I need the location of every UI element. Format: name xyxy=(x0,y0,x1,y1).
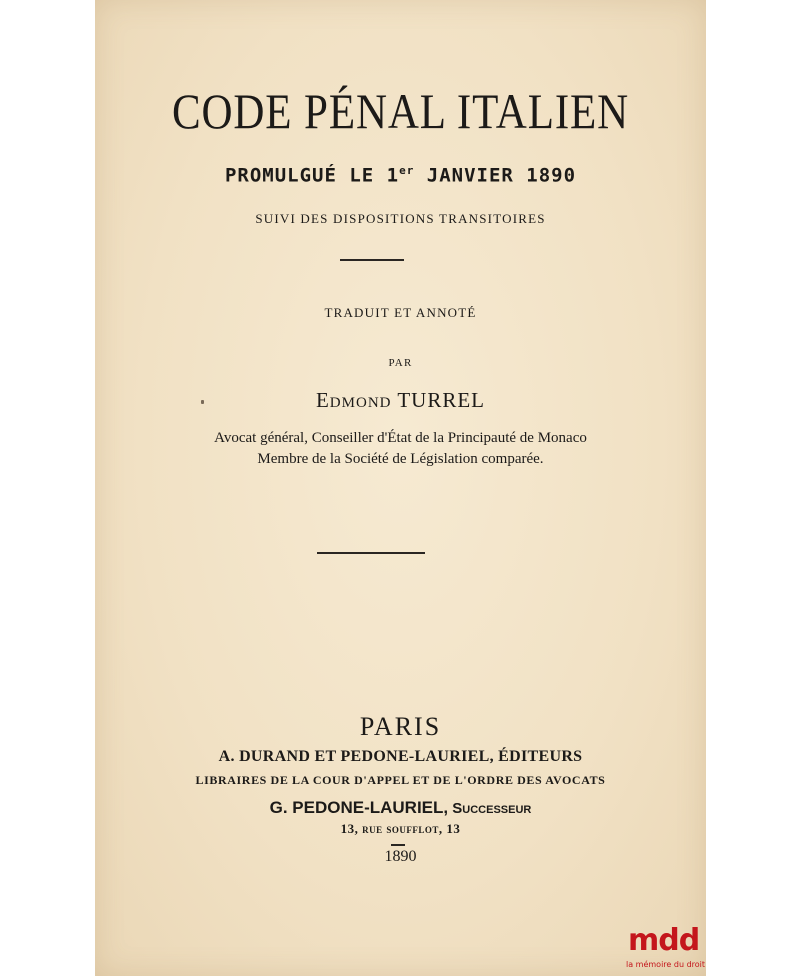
publisher-line: A. DURAND ET PEDONE-LAURIEL, ÉDITEURS xyxy=(218,748,583,765)
logo-tagline: la mémoire du droit xyxy=(626,960,706,969)
suivi-line: SUIVI DES DISPOSITIONS TRANSITOIRES xyxy=(255,211,546,226)
divider-middle xyxy=(317,552,425,554)
promulgation-date: JANVIER 1890 xyxy=(414,164,577,187)
author-title-1: Avocat général, Conseiller d'État de la Principauté de Monaco xyxy=(214,430,587,446)
successor-role: Successeur xyxy=(448,800,532,817)
libraires-line: LIBRAIRES DE LA COUR D'APPEL ET DE L'ORDRE DES AVOCATS xyxy=(195,773,606,787)
author-title-2: Membre de la Société de Législation comparée. xyxy=(257,451,544,467)
author-name: Edmond TURREL xyxy=(315,388,486,412)
mdd-logo xyxy=(626,924,706,976)
successor-name: G. PEDONE-LAURIEL, xyxy=(269,798,449,817)
successor-line xyxy=(95,798,706,818)
promulgation-text: PROMULGUÉ LE 1 xyxy=(224,164,400,187)
paper-speck xyxy=(201,400,204,404)
publisher-address: 13, rue soufflot, 13 xyxy=(340,821,461,836)
book-title-page xyxy=(95,0,706,976)
book-title: CODE PÉNAL ITALIEN xyxy=(171,83,630,139)
divider-top xyxy=(340,259,404,261)
par-line: PAR xyxy=(388,357,413,369)
promulgation-line xyxy=(95,164,706,186)
traduit-line: TRADUIT ET ANNOTÉ xyxy=(324,305,477,320)
divider-year xyxy=(391,844,405,846)
publication-year: 1890 xyxy=(384,848,417,865)
publication-city: PARIS xyxy=(359,712,442,741)
logo-mark: mdd xyxy=(628,923,700,958)
ordinal-suffix: er xyxy=(399,164,415,177)
